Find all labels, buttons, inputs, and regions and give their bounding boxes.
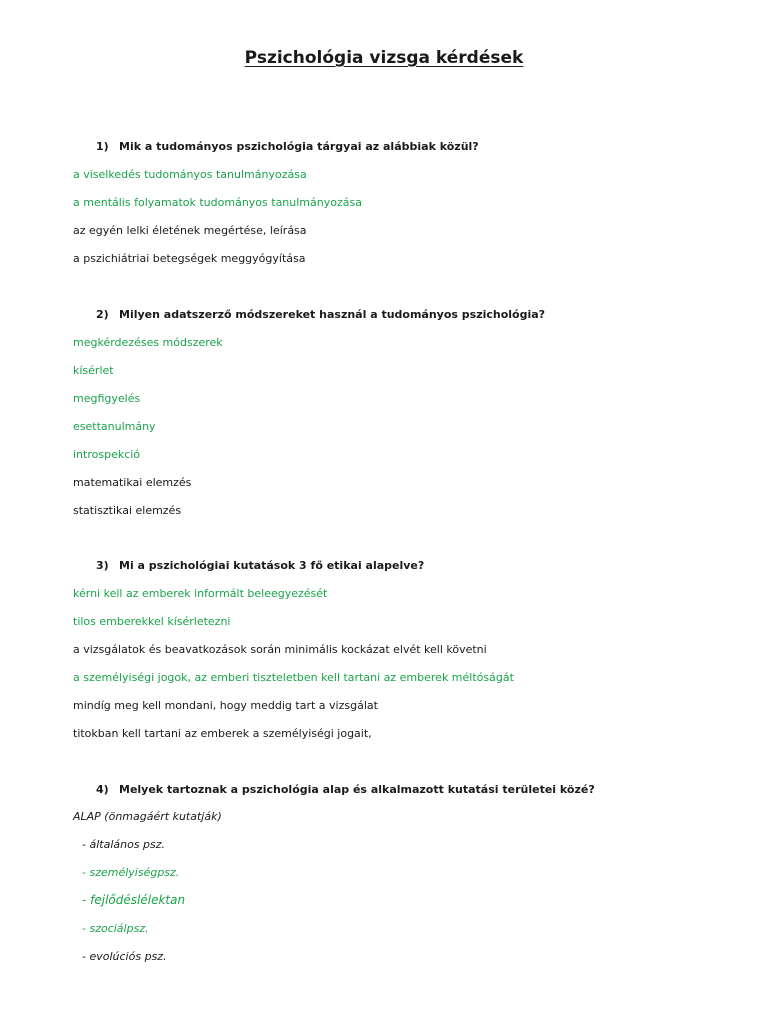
page-title: Pszichológia vizsga kérdések (244, 48, 524, 68)
question-1 (96, 140, 479, 153)
question-number: 3) (96, 559, 109, 572)
list-item-correct: - személyiségpsz. (82, 866, 180, 879)
answer: mindíg meg kell mondani, hogy meddig tart a vizsgálat (73, 699, 378, 712)
answer-correct: tilos emberekkel kísérletezni (73, 615, 231, 628)
question-text: Milyen adatszerző módszereket használ a tudományos pszichológia? (119, 308, 546, 321)
answer: a pszichiátriai betegségek meggyógyítása (73, 252, 306, 265)
question-4 (96, 783, 595, 796)
answer-correct: kérni kell az emberek informált beleegyezését (73, 587, 328, 600)
category-heading: ALAP (önmagáért kutatják) (73, 810, 222, 823)
question-text: Mik a tudományos pszichológia tárgyai az alábbiak közül? (119, 140, 479, 153)
answer-correct: introspekció (73, 448, 141, 461)
question-number: 4) (96, 783, 109, 796)
question-text: Melyek tartoznak a pszichológia alap és alkalmazott kutatási területei közé? (119, 783, 595, 796)
list-item-correct: - fejlődéslélektan (82, 893, 186, 907)
answer: az egyén lelki életének megértése, leírása (73, 224, 307, 237)
answer-correct: a személyiségi jogok, az emberi tiszteletben kell tartani az emberek méltóságát (73, 671, 514, 684)
question-2 (96, 308, 545, 321)
answer: statisztikai elemzés (73, 504, 182, 517)
answer-correct: kísérlet (73, 364, 114, 377)
answer: matematikai elemzés (73, 476, 192, 489)
answer-correct: a mentális folyamatok tudományos tanulmányozása (73, 196, 362, 209)
answer-correct: megfigyelés (73, 392, 141, 405)
question-number: 1) (96, 140, 109, 153)
question-3 (96, 559, 424, 572)
list-item: - evolúciós psz. (82, 950, 167, 963)
list-item-correct: - szociálpsz. (82, 922, 149, 935)
answer: titokban kell tartani az emberek a személyiségi jogait, (73, 727, 372, 740)
answer-correct: a viselkedés tudományos tanulmányozása (73, 168, 307, 181)
answer: a vizsgálatok és beavatkozások során minimális kockázat elvét kell követni (73, 643, 487, 656)
answer-correct: megkérdezéses módszerek (73, 336, 223, 349)
question-number: 2) (96, 308, 109, 321)
answer-correct: esettanulmány (73, 420, 156, 433)
list-item: - általános psz. (82, 838, 166, 851)
question-text: Mi a pszichológiai kutatások 3 fő etikai alapelve? (119, 559, 425, 572)
